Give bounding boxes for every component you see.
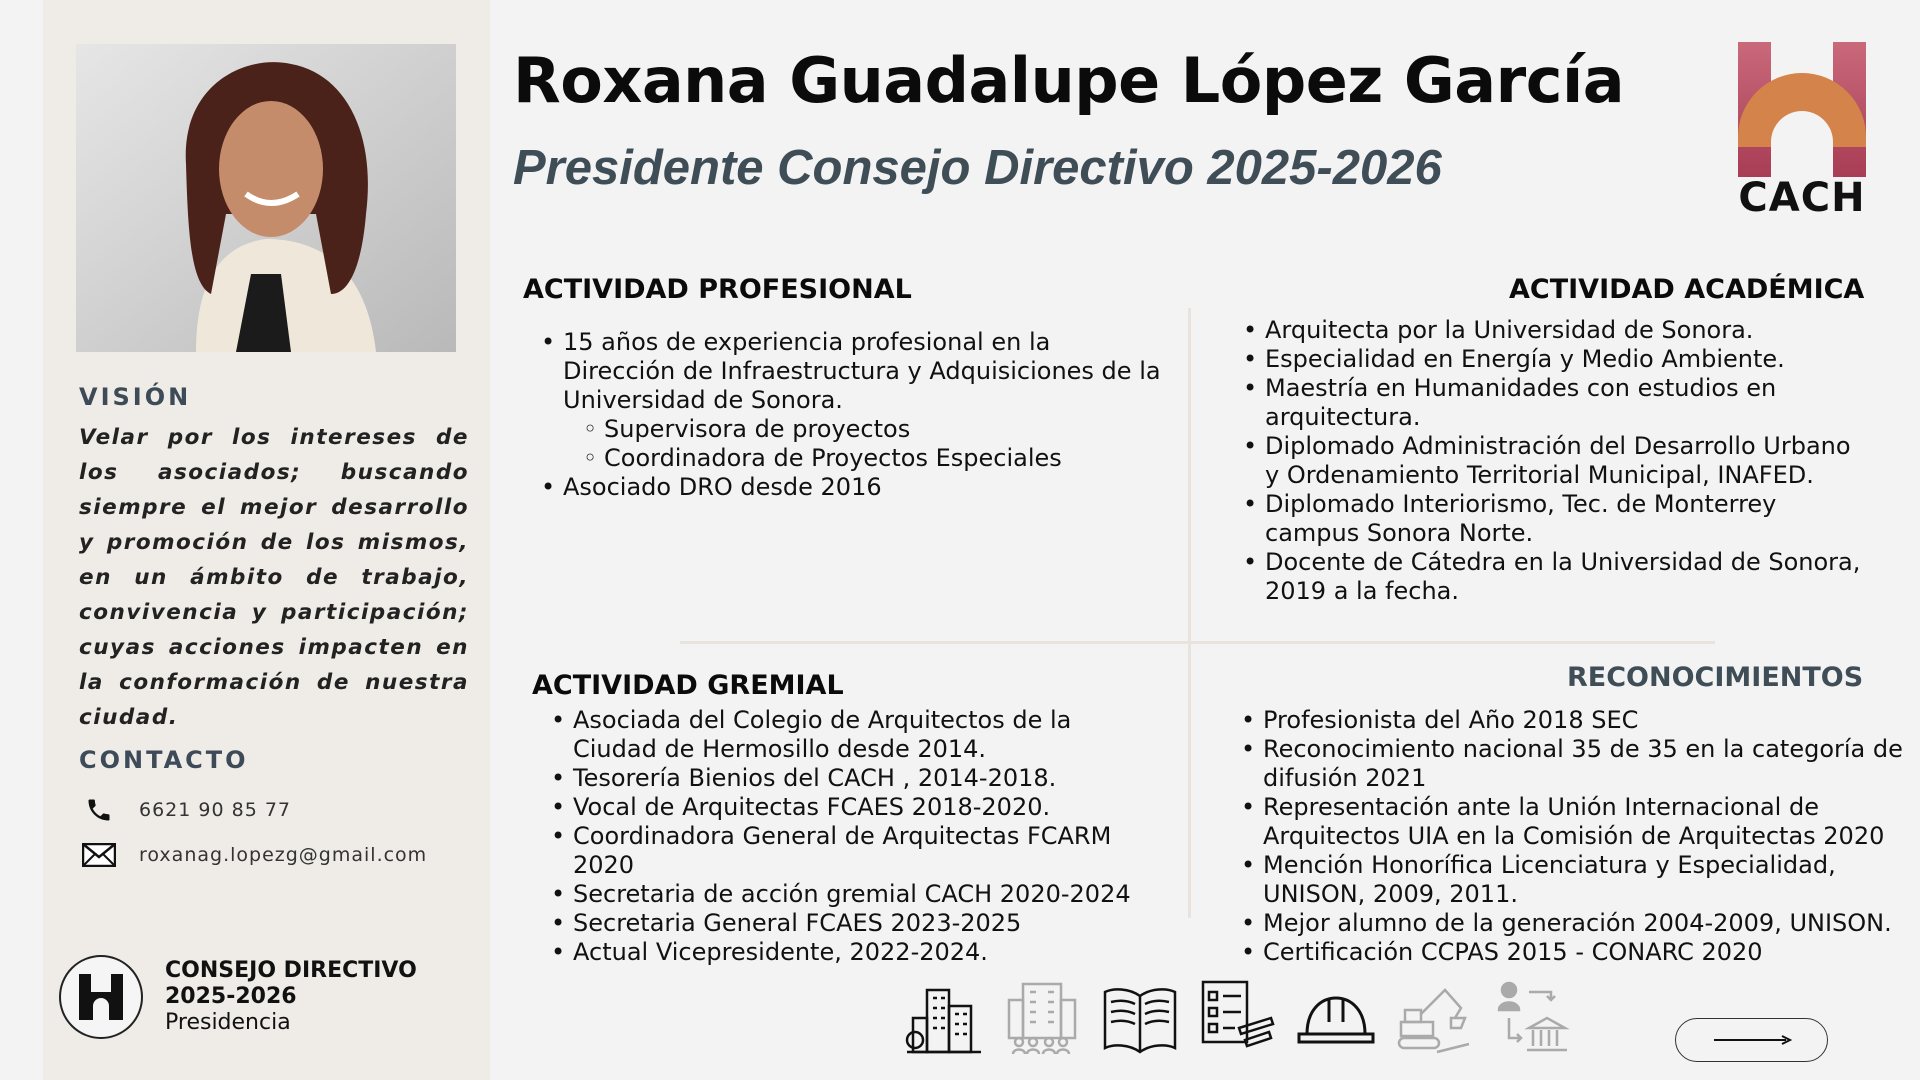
page-subtitle: Presidente Consejo Directivo 2025-2026 (513, 141, 1442, 195)
list-item: • Actual Vicepresidente, 2022-2024. (551, 938, 1181, 967)
phone-number: 6621 90 85 77 (139, 799, 292, 821)
list-item: • Profesionista del Año 2018 SEC (1241, 706, 1911, 735)
list-item: • Tesorería Bienios del CACH , 2014-2018. (551, 764, 1181, 793)
next-arrow-button[interactable] (1675, 1018, 1828, 1062)
person-to-institution-icon (1493, 978, 1571, 1056)
excavator-icon (1395, 978, 1473, 1056)
list-item: • Certificación CCPAS 2015 - CONARC 2020 (1241, 938, 1911, 967)
office-building-icon (1003, 978, 1081, 1056)
list-item: difusión 2021 (1263, 764, 1427, 792)
list-item: • Mención Honorífica Licenciatura y Especialidad, (1241, 851, 1911, 880)
council-title-line2: 2025-2026 (165, 984, 297, 1009)
council-title-line1: CONSEJO DIRECTIVO (165, 958, 417, 983)
list-item: • Docente de Cátedra en la Universidad de Sonora, (1243, 548, 1893, 577)
reconocimientos-list (1241, 706, 1911, 967)
vision-heading: VISIÓN (79, 383, 192, 411)
list-item: • Asociado DRO desde 2016 (541, 473, 1181, 502)
list-item: arquitectura. (1265, 403, 1421, 431)
list-item: UNISON, 2009, 2011. (1263, 880, 1518, 908)
list-item: 2019 a la fecha. (1265, 577, 1460, 605)
list-item: • Secretaria General FCAES 2023-2025 (551, 909, 1181, 938)
hard-hat-icon (1297, 978, 1375, 1056)
list-item: • Asociada del Colegio de Arquitectos de la (551, 706, 1181, 735)
cach-logo-text: CACH (1738, 175, 1866, 221)
sidebar (43, 0, 490, 1080)
list-item: • Diplomado Administración del Desarrollo Urbano (1243, 432, 1893, 461)
list-item: • Coordinadora General de Arquitectas FCARM (551, 822, 1181, 851)
vision-text: Velar por los intereses de los asociados; buscando siempre el mejor desarrollo y promoción de los mismos, en un ámbito de trabajo, convivencia y participación; cuyas acciones impacten en la conformación de nuestra ciudad. (79, 425, 469, 730)
city-buildings-icon (905, 978, 983, 1056)
list-item: Arquitectos UIA en la Comisión de Arquitectas 2020 (1263, 822, 1885, 850)
icons-row (905, 978, 1571, 1056)
profile-photo (76, 44, 456, 352)
cach-logo-icon (1738, 42, 1866, 177)
blueprint-checklist-icon (1199, 978, 1277, 1056)
list-item: Universidad de Sonora. (563, 386, 843, 414)
profesional-heading: ACTIVIDAD PROFESIONAL (523, 274, 912, 305)
academica-list (1243, 316, 1893, 606)
list-item: • Mejor alumno de la generación 2004-2009, UNISON. (1241, 909, 1911, 938)
page-title: Roxana Guadalupe López García (513, 44, 1625, 117)
portrait-image (76, 44, 456, 352)
list-item: ◦ Coordinadora de Proyectos Especiales (541, 444, 1181, 473)
list-item: • Maestría en Humanidades con estudios en (1243, 374, 1893, 403)
council-logo-icon (59, 955, 143, 1039)
arrow-right-icon (1712, 1034, 1792, 1046)
list-item: • Arquitecta por la Universidad de Sonora. (1243, 316, 1893, 345)
gremial-list (551, 706, 1181, 967)
reconocimientos-heading: RECONOCIMIENTOS (1567, 662, 1864, 693)
list-item: • 15 años de experiencia profesional en la (541, 328, 1181, 357)
list-item: • Diplomado Interiorismo, Tec. de Monterrey (1243, 490, 1893, 519)
list-item: Ciudad de Hermosillo desde 2014. (573, 735, 987, 763)
list-item: Dirección de Infraestructura y Adquisiciones de la (563, 357, 1161, 385)
vertical-divider (1188, 308, 1191, 918)
horizontal-divider (680, 641, 1715, 644)
academica-heading: ACTIVIDAD ACADÉMICA (1509, 274, 1865, 305)
list-item: • Secretaria de acción gremial CACH 2020-2024 (551, 880, 1181, 909)
list-item: 2020 (573, 851, 635, 879)
list-item: • Reconocimiento nacional 35 de 35 en la categoría de (1241, 735, 1911, 764)
email-address: roxanag.lopezg@gmail.com (139, 844, 428, 866)
council-block (59, 955, 417, 1039)
list-item: • Vocal de Arquitectas FCAES 2018-2020. (551, 793, 1181, 822)
list-item: campus Sonora Norte. (1265, 519, 1534, 547)
envelope-icon (81, 839, 117, 871)
contact-heading: CONTACTO (79, 746, 249, 774)
list-item: y Ordenamiento Territorial Municipal, INAFED. (1265, 461, 1814, 489)
list-item: • Representación ante la Unión Internacional de (1241, 793, 1911, 822)
list-item: • Especialidad en Energía y Medio Ambiente. (1243, 345, 1893, 374)
phone-row[interactable] (81, 794, 291, 826)
council-role: Presidencia (165, 1010, 291, 1035)
email-row[interactable] (81, 839, 427, 871)
gremial-heading: ACTIVIDAD GREMIAL (532, 670, 844, 701)
list-item: ◦ Supervisora de proyectos (541, 415, 1181, 444)
profesional-list (541, 328, 1181, 502)
open-book-icon (1101, 978, 1179, 1056)
phone-icon (81, 794, 117, 826)
